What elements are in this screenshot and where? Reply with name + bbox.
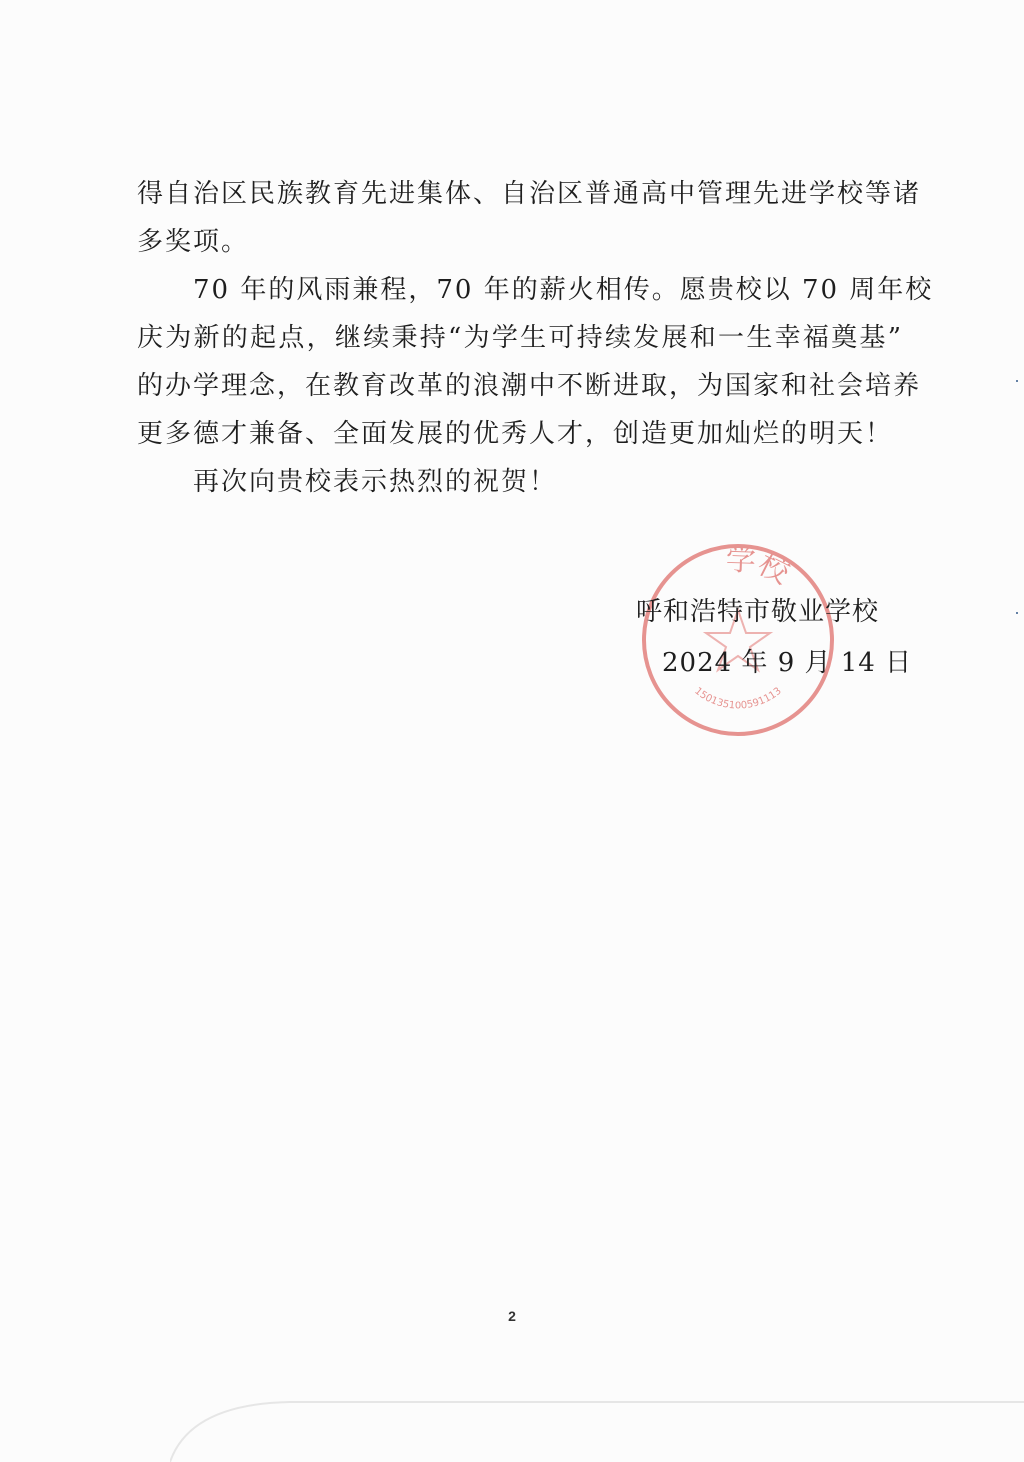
paragraph-2-line-1: 70 年的风雨兼程，70 年的薪火相传。愿贵校以 70 周年校	[193, 275, 934, 305]
page-number: 2	[508, 1308, 516, 1324]
paragraph-1-line-2: 多奖项。	[137, 227, 250, 257]
svg-text:150135100591113	[692, 686, 783, 712]
seal-serial-number: 150135100591113	[692, 685, 784, 712]
paragraph-2-line-2: 庆为新的起点，继续秉持“为学生可持续发展和一生幸福奠基”	[137, 323, 903, 353]
official-seal-stamp	[638, 540, 838, 740]
paragraph-1-line-1: 得自治区民族教育先进集体、自治区普通高中管理先进学校等诸	[137, 179, 922, 209]
signature-date: 2024 年 9 月 14 日	[662, 648, 913, 678]
signature-organization: 呼和浩特市敬业学校	[636, 597, 880, 627]
paragraph-2-line-4: 更多德才兼备、全面发展的优秀人才，创造更加灿烂的明天！	[137, 419, 894, 449]
letter-body	[137, 170, 934, 506]
scan-dot-2	[1016, 612, 1018, 614]
seal-top-text: 学校	[725, 542, 795, 592]
paragraph-2-line-3: 的办学理念，在教育改革的浪潮中不断进取，为国家和社会培养	[137, 371, 922, 401]
paragraph-3-line-1: 再次向贵校表示热烈的祝贺！	[193, 467, 558, 497]
scan-dot-1	[1016, 380, 1018, 382]
scan-edge-curve	[170, 1400, 1024, 1462]
